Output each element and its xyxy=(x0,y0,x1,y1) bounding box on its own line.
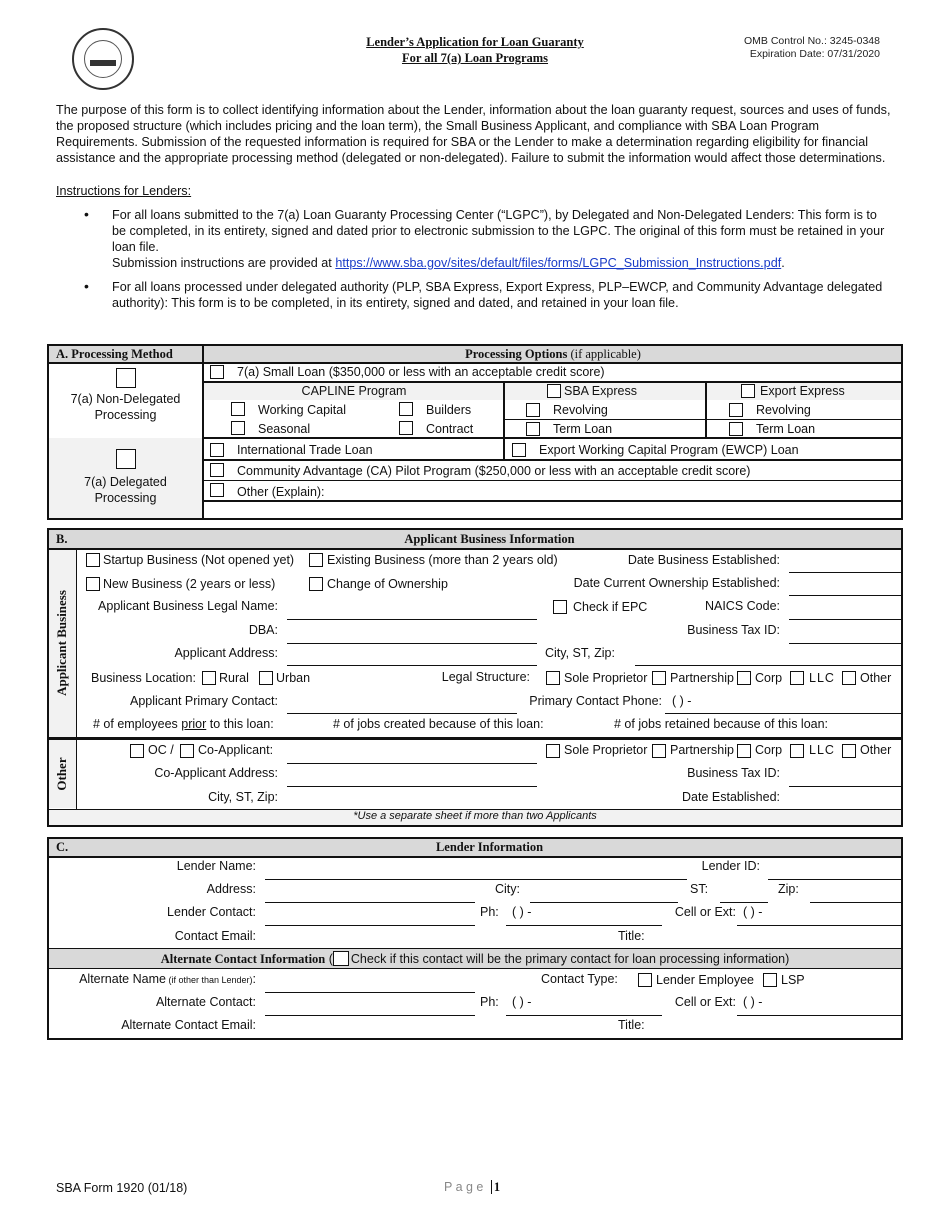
title-line1: Lender’s Application for Loan Guaranty xyxy=(366,35,584,49)
co-other-checkbox[interactable] xyxy=(842,744,856,758)
sba-seal-icon xyxy=(72,28,134,90)
alt-ph-underline xyxy=(506,1015,662,1016)
capline-seasonal-checkbox[interactable] xyxy=(231,421,245,435)
capline-working-capital-label: Working Capital xyxy=(258,403,347,417)
new-business-label: New Business (2 years or less) xyxy=(103,577,276,591)
startup-business-checkbox[interactable] xyxy=(86,553,100,567)
alt-email-label: Alternate Contact Email: xyxy=(121,1018,256,1032)
lender-contact-field[interactable] xyxy=(265,925,475,926)
sole-proprietor-checkbox[interactable] xyxy=(546,671,560,685)
new-business-checkbox[interactable] xyxy=(86,577,100,591)
export-express-term-label: Term Loan xyxy=(756,422,816,436)
capline-working-capital-checkbox[interactable] xyxy=(231,402,245,416)
alt-title-label: Title: xyxy=(618,1018,645,1032)
instruction-bullet-1 xyxy=(112,207,892,271)
bullet1-sub-suffix: . xyxy=(781,256,785,270)
non-delegated-line1: 7(a) Non-Delegated xyxy=(70,392,181,406)
alt-name: Alternate Name xyxy=(79,972,166,986)
community-advantage-checkbox[interactable] xyxy=(210,463,224,477)
delegated-checkbox[interactable] xyxy=(116,449,136,469)
other-explain-field[interactable] xyxy=(204,502,902,518)
options-heading-bold: Processing Options xyxy=(465,347,568,361)
lender-city-field[interactable] xyxy=(530,902,678,903)
lender-st-field[interactable] xyxy=(720,902,768,903)
alt-check-text: Check if this contact will be the primary contact for loan processing information) xyxy=(350,952,790,966)
title-line2: For all 7(a) Loan Programs xyxy=(401,51,549,65)
naics-label: NAICS Code: xyxy=(704,599,780,613)
capline-builders-label: Builders xyxy=(426,403,472,417)
check-epc-label: Check if EPC xyxy=(573,600,648,614)
co-corp-checkbox[interactable] xyxy=(737,744,751,758)
small-loan-checkbox[interactable] xyxy=(210,365,224,379)
co-tax-id-field[interactable] xyxy=(789,786,901,787)
co-address-label: Co-Applicant Address: xyxy=(154,766,278,780)
bullet1-sub-prefix: Submission instructions are provided at xyxy=(112,256,336,270)
lender-st-label: ST: xyxy=(690,882,709,896)
date-ownership-label: Date Current Ownership Established: xyxy=(573,576,780,590)
sba-express-label: SBA Express xyxy=(564,384,637,398)
small-loan-label: 7(a) Small Loan ($350,000 or less with an acceptable credit score) xyxy=(237,365,605,379)
co-applicant-checkbox[interactable] xyxy=(180,744,194,758)
contact-email-label: Contact Email: xyxy=(174,929,256,943)
processing-options-heading xyxy=(204,347,902,362)
change-ownership-label: Change of Ownership xyxy=(327,577,448,591)
lsp-label: LSP xyxy=(781,973,805,987)
alt-name-small: (if other than Lender) xyxy=(165,975,253,985)
jobs-retained-label: # of jobs retained because of this loan: xyxy=(614,717,829,731)
employees-prior: prior xyxy=(181,717,207,731)
rural-label: Rural xyxy=(219,671,249,685)
export-express-label: Export Express xyxy=(760,384,845,398)
alt-contact-label: Alternate Contact: xyxy=(155,995,256,1009)
section-a-heading: A. Processing Method xyxy=(56,347,173,361)
lender-zip-label: Zip: xyxy=(778,882,799,896)
partnership-label: Partnership xyxy=(670,671,734,685)
date-established-label: Date Business Established: xyxy=(627,553,780,567)
ewcp-label: Export Working Capital Program (EWCP) Loan xyxy=(539,443,799,457)
business-location-label: Business Location: xyxy=(91,671,196,685)
separate-sheet-note: *Use a separate sheet if more than two Applicants xyxy=(353,810,597,822)
co-partnership-checkbox[interactable] xyxy=(652,744,666,758)
options-heading-rest: (if applicable) xyxy=(567,347,641,361)
address-field[interactable] xyxy=(287,665,537,666)
lender-address-field[interactable] xyxy=(265,902,475,903)
co-partnership-label: Partnership xyxy=(670,743,734,757)
export-express-checkbox[interactable] xyxy=(741,384,755,398)
section-b-letter: B. xyxy=(56,532,68,546)
bullet-icon: • xyxy=(84,206,89,222)
rural-checkbox[interactable] xyxy=(202,671,216,685)
sba-express-checkbox[interactable] xyxy=(547,384,561,398)
lender-employee-checkbox[interactable] xyxy=(638,973,652,987)
alt-cell-field[interactable]: ( ) - xyxy=(743,995,763,1009)
instructions-heading: Instructions for Lenders: xyxy=(56,184,192,198)
corp-checkbox[interactable] xyxy=(737,671,751,685)
urban-checkbox[interactable] xyxy=(259,671,273,685)
alt-contact-field[interactable] xyxy=(265,1015,475,1016)
date-ownership-field[interactable] xyxy=(789,595,901,596)
oc-checkbox[interactable] xyxy=(130,744,144,758)
existing-business-label: Existing Business (more than 2 years old) xyxy=(327,553,558,567)
international-trade-checkbox[interactable] xyxy=(210,443,224,457)
legal-name-label: Applicant Business Legal Name: xyxy=(98,599,278,613)
sba-express-term-checkbox[interactable] xyxy=(526,422,540,436)
sba-express-term-label: Term Loan xyxy=(553,422,613,436)
ewcp-checkbox[interactable] xyxy=(512,443,526,457)
delegated-line2: Processing xyxy=(94,491,157,505)
page-number: 1 xyxy=(491,1180,500,1194)
community-advantage-label: Community Advantage (CA) Pilot Program ($250,000 or less with an acceptable credit score) xyxy=(237,464,751,478)
naics-field[interactable] xyxy=(789,619,901,620)
section-c-heading: Lender Information xyxy=(435,840,544,854)
contact-title-label: Title: xyxy=(618,929,645,943)
form-id: SBA Form 1920 (01/18) xyxy=(56,1181,188,1195)
corp-label: Corp xyxy=(755,671,783,685)
sba-express-revolving-checkbox[interactable] xyxy=(526,403,540,417)
employees-prefix: # of employees xyxy=(93,717,182,731)
sole-proprietor-label: Sole Proprietor xyxy=(564,671,648,685)
co-tax-id-label: Business Tax ID: xyxy=(687,766,780,780)
alt-cell-label: Cell or Ext: xyxy=(674,995,736,1009)
other-side-label: Other xyxy=(54,757,69,791)
startup-business-label: Startup Business (Not opened yet) xyxy=(103,553,295,567)
lsp-checkbox[interactable] xyxy=(763,973,777,987)
city-st-zip-label: City, ST, Zip: xyxy=(545,646,615,660)
llc-label: LLC xyxy=(809,671,835,685)
other-structure-checkbox[interactable] xyxy=(842,671,856,685)
partnership-checkbox[interactable] xyxy=(652,671,666,685)
expiration-date: Expiration Date: 07/31/2020 xyxy=(749,48,880,60)
co-llc-checkbox[interactable] xyxy=(790,744,804,758)
page-indicator xyxy=(444,1180,500,1195)
lender-cell-label: Cell or Ext: xyxy=(674,905,736,919)
llc-checkbox[interactable] xyxy=(790,671,804,685)
sba-express-revolving-label: Revolving xyxy=(553,403,608,417)
jobs-created-label: # of jobs created because of this loan: xyxy=(333,717,544,731)
legal-name-field[interactable] xyxy=(287,619,537,620)
other-explain-checkbox[interactable] xyxy=(210,483,224,497)
tax-id-field[interactable] xyxy=(789,643,901,644)
employees-prior-label xyxy=(93,717,274,731)
omb-control: OMB Control No.: 3245-0348 xyxy=(744,35,880,47)
alt-cell-underline xyxy=(737,1015,901,1016)
purpose-paragraph: The purpose of this form is to collect identifying information about the Lender, information about the loan guaranty request, sources and uses of funds, the proposed structure (which includes pricing and the loan term), the Small Business Applicant, and compliance with SBA Loan Program Requirements. Submission of the requested information is required for SBA or the Lender to make a determination regarding eligibility for financial assistance and the appropriate processing method (delegated or non-delegated). Failure to submit the information would affect those determinations. xyxy=(56,103,891,165)
employees-suffix: to this loan: xyxy=(206,717,274,731)
applicant-business-side-label: Applicant Business xyxy=(54,590,69,696)
capline-contract-checkbox[interactable] xyxy=(399,421,413,435)
alt-ph-field[interactable]: ( ) - xyxy=(512,995,532,1009)
co-corp-label: Corp xyxy=(755,743,783,757)
lender-cell-underline xyxy=(737,925,901,926)
existing-business-checkbox[interactable] xyxy=(309,553,323,567)
lender-zip-field[interactable] xyxy=(810,902,901,903)
capline-seasonal-label: Seasonal xyxy=(258,422,311,436)
alt-name-label xyxy=(50,972,256,986)
legal-structure-label: Legal Structure: xyxy=(441,670,530,684)
non-delegated-checkbox[interactable] xyxy=(116,368,136,388)
alternate-contact-heading xyxy=(49,951,901,967)
oc-label: OC / xyxy=(148,743,174,757)
city-st-zip-field[interactable] xyxy=(635,665,901,666)
lender-ph-label: Ph: xyxy=(480,905,499,919)
delegated-label xyxy=(49,474,202,506)
lender-id-label: Lender ID: xyxy=(701,859,760,873)
other-structure-label: Other xyxy=(860,671,892,685)
instruction-bullet-2: For all loans processed under delegated authority (PLP, SBA Express, Export Express, PLP–EWCP, and Community Advantage delegated authority): This form is to be completed, in its entirety, signed and dated, and retained in your loan file. xyxy=(112,280,883,310)
lender-cell-field[interactable]: ( ) - xyxy=(743,905,763,919)
lender-contact-label: Lender Contact: xyxy=(167,905,256,919)
bullet-icon: • xyxy=(84,278,89,294)
dba-field[interactable] xyxy=(287,643,537,644)
lender-id-field[interactable] xyxy=(768,879,901,880)
co-sole-proprietor-checkbox[interactable] xyxy=(546,744,560,758)
dba-label: DBA: xyxy=(248,623,278,637)
co-applicant-label: Co-Applicant: xyxy=(198,743,274,757)
submission-instructions-link[interactable]: https://www.sba.gov/sites/default/files/forms/LGPC_Submission_Instructions.pdf xyxy=(335,256,782,270)
co-other-label: Other xyxy=(860,743,892,757)
co-city-label: City, ST, Zip: xyxy=(208,790,278,804)
co-llc-label: LLC xyxy=(809,743,835,757)
primary-contact-field[interactable] xyxy=(287,713,517,714)
alt-name-field[interactable] xyxy=(265,992,475,993)
capline-builders-checkbox[interactable] xyxy=(399,402,413,416)
form-title xyxy=(330,34,620,66)
change-ownership-checkbox[interactable] xyxy=(309,577,323,591)
lender-name-field[interactable] xyxy=(265,879,687,880)
urban-label: Urban xyxy=(276,671,311,685)
section-b-heading: Applicant Business Information xyxy=(404,532,575,546)
delegated-line1: 7(a) Delegated xyxy=(84,475,167,489)
co-sole-proprietor-label: Sole Proprietor xyxy=(564,743,648,757)
omb-info xyxy=(700,35,880,61)
primary-phone-underline xyxy=(665,713,901,714)
address-label: Applicant Address: xyxy=(174,646,278,660)
tax-id-label: Business Tax ID: xyxy=(687,623,780,637)
alt-heading-bold: Alternate Contact Information xyxy=(160,952,326,966)
co-applicant-field[interactable] xyxy=(287,763,537,764)
primary-contact-label: Applicant Primary Contact: xyxy=(130,694,278,708)
check-epc-checkbox[interactable] xyxy=(553,600,567,614)
page-label: P a g e xyxy=(444,1180,484,1194)
section-c-letter: C. xyxy=(56,840,69,854)
alt-name-colon: : xyxy=(252,972,256,986)
capline-heading: CAPLINE Program xyxy=(301,384,407,398)
alt-ph-label: Ph: xyxy=(480,995,499,1009)
export-express-term-checkbox[interactable] xyxy=(729,422,743,436)
international-trade-label: International Trade Loan xyxy=(237,443,373,457)
non-delegated-label xyxy=(49,391,202,423)
primary-contact-checkbox[interactable] xyxy=(333,951,349,966)
capline-contract-label: Contract xyxy=(426,422,474,436)
primary-phone-field[interactable]: ( ) - xyxy=(672,694,692,708)
export-express-revolving-checkbox[interactable] xyxy=(729,403,743,417)
date-established-field[interactable] xyxy=(789,572,901,573)
alt-heading-paren: ( xyxy=(325,952,333,966)
bullet1-text: For all loans submitted to the 7(a) Loan Guaranty Processing Center (“LGPC”), by Delegated and Non-Delegated Lenders: This form is to be completed, in its entirety, signed and dated prior to electronic submission to the LGPC. The original of this form must be retained in your loan file. xyxy=(112,208,885,254)
export-express-revolving-label: Revolving xyxy=(756,403,811,417)
lender-address-label: Address: xyxy=(206,882,256,896)
primary-phone-label: Primary Contact Phone: xyxy=(529,694,662,708)
lender-name-label: Lender Name: xyxy=(176,859,256,873)
non-delegated-line2: Processing xyxy=(94,408,157,422)
contact-type-label: Contact Type: xyxy=(541,972,618,986)
co-date-established-label: Date Established: xyxy=(682,790,780,804)
lender-employee-label: Lender Employee xyxy=(656,973,754,987)
lender-ph-underline xyxy=(506,925,662,926)
co-address-field[interactable] xyxy=(287,786,537,787)
other-explain-label: Other (Explain): xyxy=(237,485,325,499)
lender-city-label: City: xyxy=(495,882,520,896)
lender-ph-field[interactable]: ( ) - xyxy=(512,905,532,919)
